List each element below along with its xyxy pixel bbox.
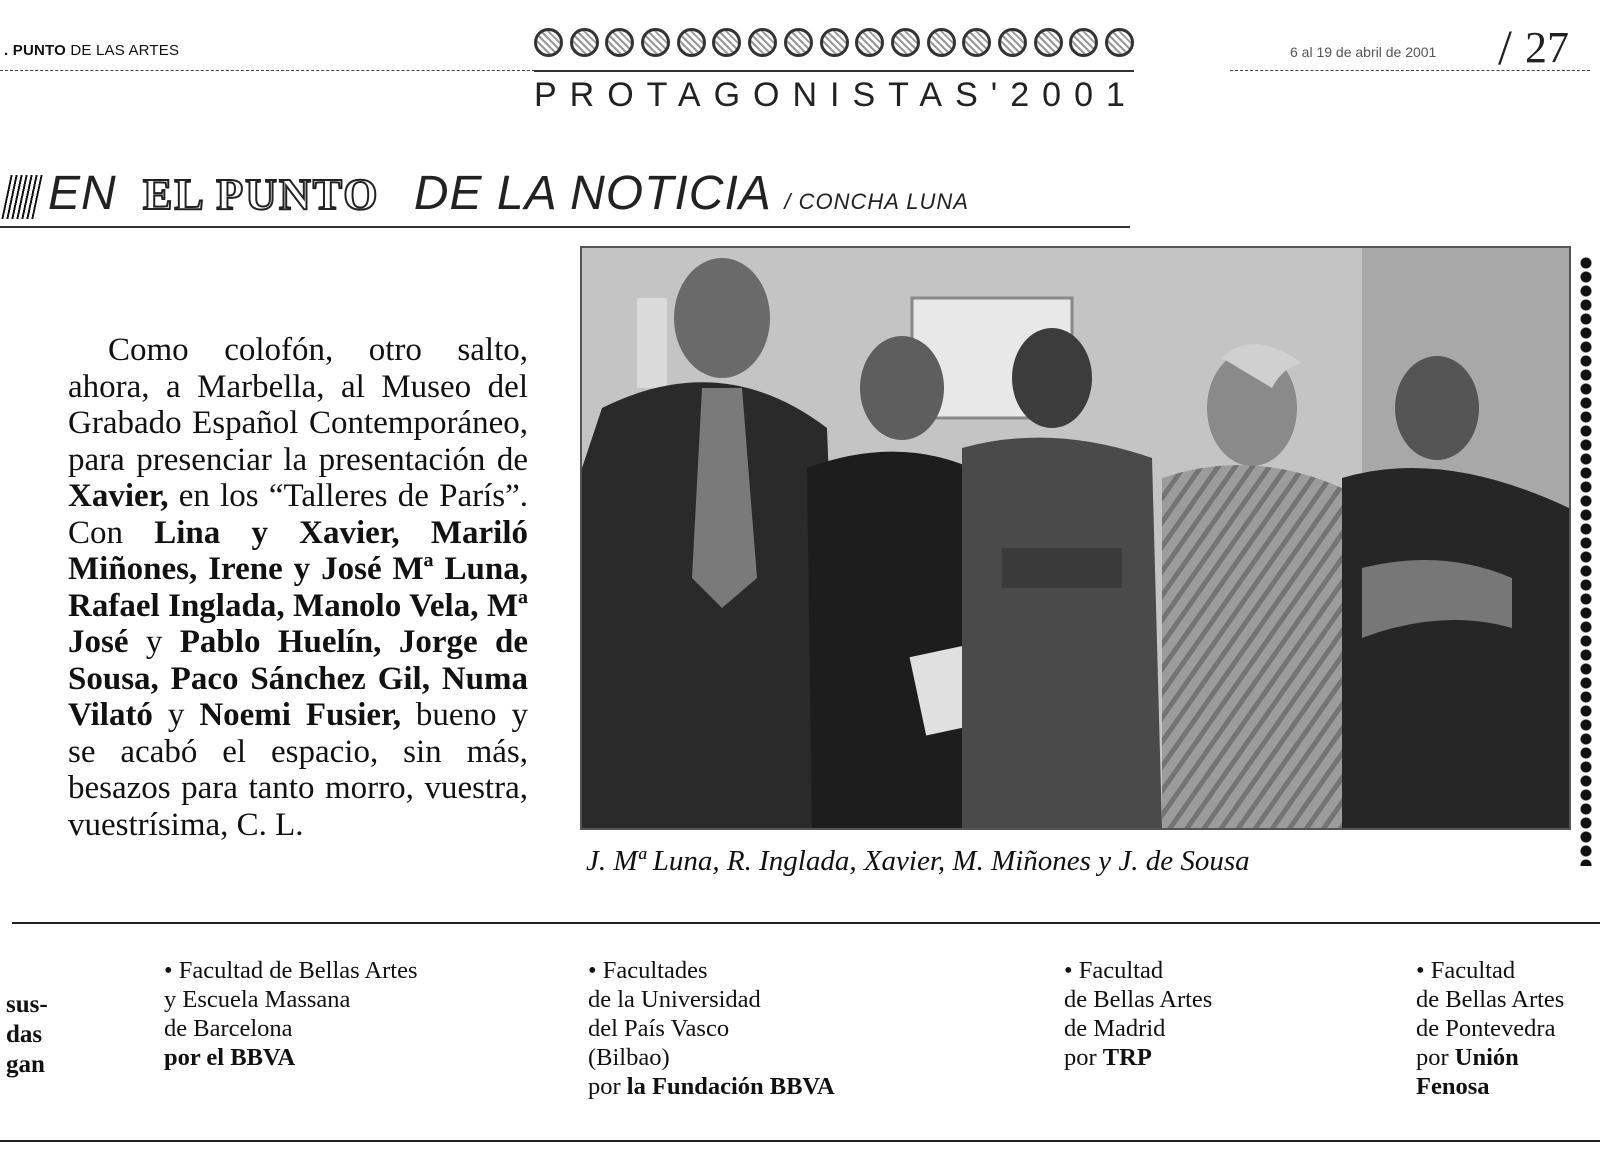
issue-date: 6 al 19 de abril de 2001 <box>1290 44 1437 60</box>
faculty-line: • Facultad <box>1064 957 1164 984</box>
fragment-line: sus- <box>6 991 48 1018</box>
section-title-suffix: DE LA NOTICIA <box>413 167 771 220</box>
section-rule <box>0 226 1130 228</box>
faculty-column-barcelona <box>164 956 418 1072</box>
dotted-border-decoration <box>1578 256 1594 866</box>
section-brand: PUNTO <box>12 42 66 59</box>
photo-caption: J. Mª Luna, R. Inglada, Xavier, M. Miñones y J. de Sousa <box>586 845 1250 877</box>
faculty-line: de Bellas Artes <box>1416 986 1565 1013</box>
faculty-line: de Madrid <box>1064 1015 1166 1042</box>
faculty-line: de Bellas Artes <box>1064 986 1213 1013</box>
header-rule-left <box>0 70 535 71</box>
faculty-line: • Facultad <box>1416 957 1516 984</box>
section-rest: DE LAS ARTES <box>70 42 180 59</box>
article-run-bold: Xavier, <box>68 478 169 514</box>
sponsor-line: por TRP <box>1064 1044 1152 1071</box>
article-body <box>68 332 528 843</box>
bottom-strip-rule-bottom <box>0 1140 1600 1142</box>
section-bars-decoration <box>1 175 42 219</box>
fragment-line: gan <box>6 1051 45 1078</box>
faculty-line: de Pontevedra <box>1416 1015 1556 1042</box>
page-number: 27 <box>1525 23 1569 72</box>
sponsor-name: Unión Fenosa <box>1416 1044 1519 1100</box>
section-title <box>48 166 969 221</box>
sponsor-name: la Fundación BBVA <box>626 1073 835 1100</box>
banner-rule <box>534 70 1134 72</box>
faculty-line: y Escuela Massana <box>164 986 351 1013</box>
article-run-bold: Pablo Huelín, Jorge de Sousa, Paco Sánchez Gil, Numa Vilató <box>68 624 528 733</box>
faculty-line: (Bilbao) <box>588 1044 670 1071</box>
faculty-line: de Barcelona <box>164 1015 293 1042</box>
group-photo-illustration <box>582 248 1569 828</box>
article-run: bueno y se acabó el espacio, sin más, besazos para tanto morro, vuestra, vuestrísima, C. L. <box>68 697 528 843</box>
bottom-strip-rule-top <box>12 922 1600 924</box>
page-slash: / <box>1498 19 1512 75</box>
faculty-column-pais-vasco <box>588 956 835 1101</box>
article-run: y <box>128 624 180 660</box>
sponsor-name: por el BBVA <box>164 1044 296 1071</box>
faculty-line: de la Universidad <box>588 986 761 1013</box>
article-run: y <box>152 697 200 733</box>
faculty-column-pontevedra <box>1416 956 1596 1101</box>
article-run: Como colofón, otro salto, ahora, a Marbella, al Museo del Grabado Español Contemporáneo, para presenciar la presentación de <box>68 332 528 478</box>
banner-title: PROTAGONISTAS'2001 <box>534 76 1138 114</box>
sponsor-name: TRP <box>1102 1044 1152 1071</box>
faculty-line: • Facultades <box>588 957 708 984</box>
cut-off-text-fragment <box>6 990 48 1080</box>
sponsor-line <box>164 1043 418 1072</box>
faculty-column-madrid <box>1064 956 1212 1072</box>
sponsor-line: por Unión Fenosa <box>1416 1044 1519 1100</box>
article-run-bold: Lina y Xavier, Mariló Miñones, Irene y José Mª Luna, Rafael Inglada, Manolo Vela, Mª José <box>68 514 528 660</box>
el-punto-logo: EL PUNTO <box>143 170 380 219</box>
decorative-circles <box>534 28 1134 57</box>
faculty-line: del País Vasco <box>588 1015 730 1042</box>
group-photo <box>580 246 1571 830</box>
section-title-prefix: EN <box>48 167 117 220</box>
article-paragraph <box>68 332 528 843</box>
faculty-line: • Facultad de Bellas Artes <box>164 957 418 984</box>
fragment-line: das <box>6 1021 43 1048</box>
sponsor-line: por la Fundación BBVA <box>588 1073 835 1100</box>
section-dot: . <box>4 42 9 59</box>
section-author: / CONCHA LUNA <box>784 189 969 214</box>
article-run: en los “Talleres de París”. Con <box>68 478 528 551</box>
article-run-bold: Noemi Fusier, <box>199 697 401 733</box>
section-header <box>4 42 179 59</box>
